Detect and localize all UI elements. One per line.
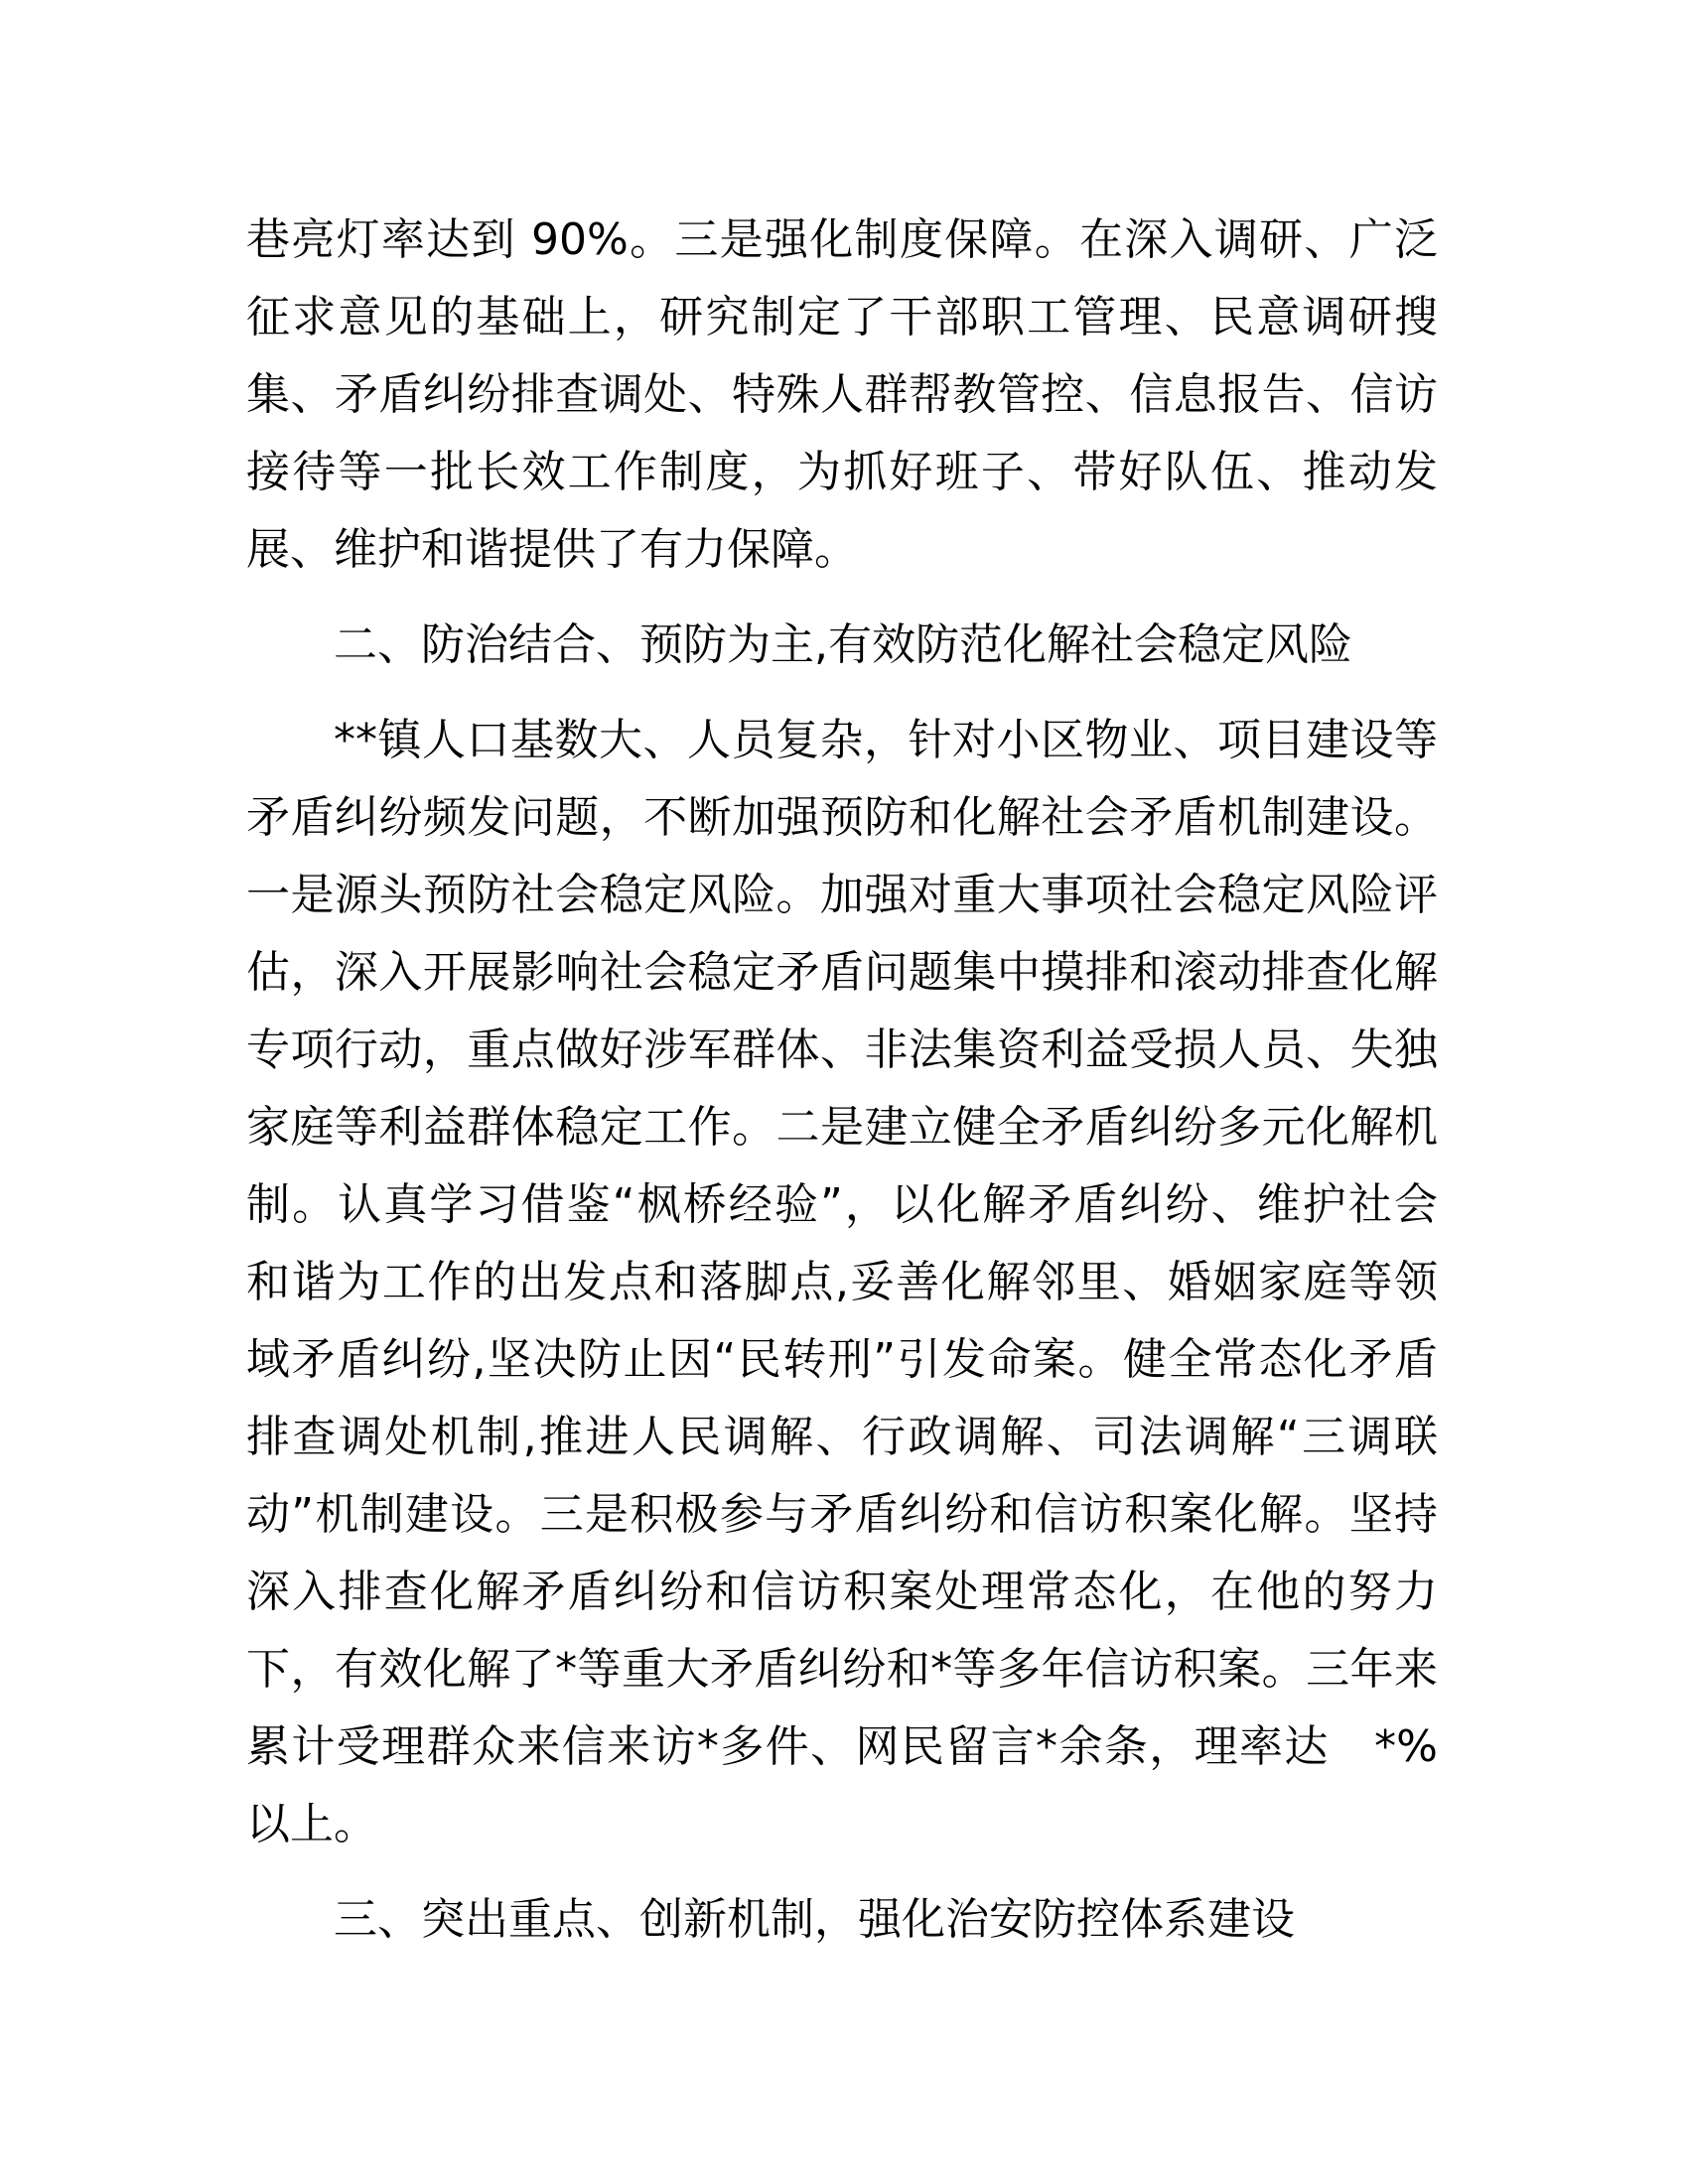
section-heading-3: 三、突出重点、创新机制，强化治安防控体系建设 xyxy=(334,1894,1295,1945)
paragraph-2-line-9: 域矛盾纠纷,坚决防止因“民转刑”引发命案。健全常态化矛盾 xyxy=(246,1334,1438,1385)
paragraph-2-line-11: 动”机制建设。三是积极参与矛盾纠纷和信访积案化解。坚持 xyxy=(246,1489,1438,1540)
paragraph-2-line-13: 下，有效化解了*等重大矛盾纠纷和*等多年信访积案。三年来 xyxy=(246,1644,1438,1695)
paragraph-2-line-8: 和谐为工作的出发点和落脚点,妥善化解邻里、婚姻家庭等领 xyxy=(246,1257,1438,1307)
paragraph-2-line-1: **镇人口基数大、人员复杂，针对小区物业、项目建设等 xyxy=(334,715,1438,765)
paragraph-2-line-4: 估，深入开展影响社会稳定矛盾问题集中摸排和滚动排查化解 xyxy=(246,947,1438,998)
paragraph-1-line-4: 接待等一批长效工作制度，为抓好班子、带好队伍、推动发 xyxy=(246,447,1438,497)
paragraph-2-line-14: 累计受理群众来信来访*多件、网民留言*余条，理率达 *% xyxy=(246,1721,1438,1772)
paragraph-1-line-3: 集、矛盾纠纷排查调处、特殊人群帮教管控、信息报告、信访 xyxy=(246,369,1438,420)
paragraph-1-line-5: 展、维护和谐提供了有力保障。 xyxy=(246,524,858,575)
paragraph-2-line-5: 专项行动，重点做好涉军群体、非法集资利益受损人员、失独 xyxy=(246,1024,1438,1075)
paragraph-2-line-7: 制。认真学习借鉴“枫桥经验”，以化解矛盾纠纷、维护社会 xyxy=(246,1179,1438,1230)
paragraph-2-line-2: 矛盾纠纷频发问题，不断加强预防和化解社会矛盾机制建设。 xyxy=(246,792,1438,843)
paragraph-2-line-15: 以上。 xyxy=(246,1799,377,1849)
section-heading-2: 二、防治结合、预防为主,有效防范化解社会稳定风险 xyxy=(334,619,1352,670)
paragraph-2-line-10: 排查调处机制,推进人民调解、行政调解、司法调解“三调联 xyxy=(246,1412,1438,1462)
paragraph-2-line-6: 家庭等利益群体稳定工作。二是建立健全矛盾纠纷多元化解机 xyxy=(246,1102,1438,1153)
paragraph-2-line-3: 一是源头预防社会稳定风险。加强对重大事项社会稳定风险评 xyxy=(246,870,1438,920)
paragraph-1-line-1: 巷亮灯率达到 90%。三是强化制度保障。在深入调研、广泛 xyxy=(246,214,1438,265)
paragraph-1-line-2: 征求意见的基础上，研究制定了干部职工管理、民意调研搜 xyxy=(246,292,1438,342)
paragraph-2-line-12: 深入排查化解矛盾纠纷和信访积案处理常态化，在他的努力 xyxy=(246,1567,1438,1617)
